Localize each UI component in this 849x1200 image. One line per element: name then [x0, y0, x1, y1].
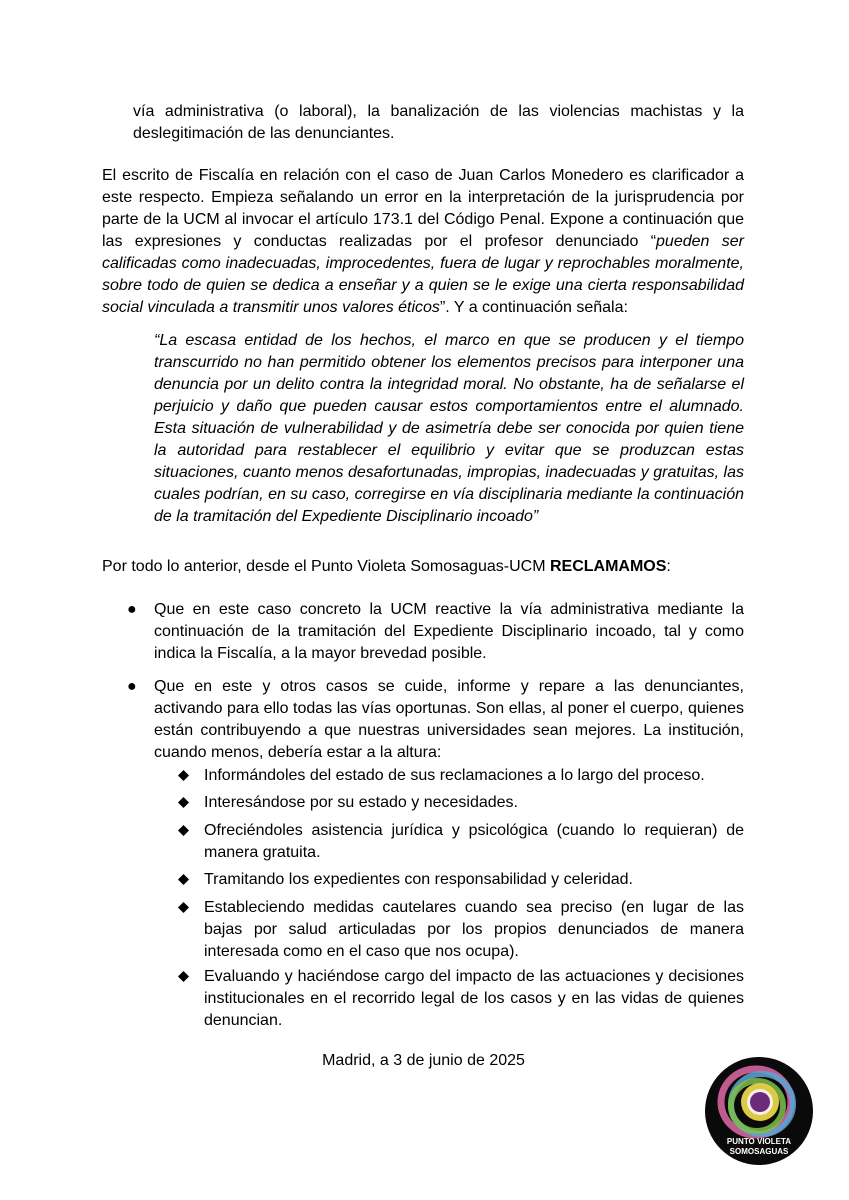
- fiscalia-outro: ”. Y a continuación señala:: [439, 299, 628, 316]
- reclamamos-heading: RECLAMAMOS: [549, 558, 667, 575]
- diamond-bullet-icon: [178, 825, 189, 836]
- sub-list-item: [204, 869, 744, 891]
- logo-text-line1: PUNTO VIOLETA: [726, 1137, 792, 1146]
- diamond-bullet-icon: [178, 770, 189, 781]
- date-text: Madrid, a 3 de junio de 2025: [322, 1052, 525, 1069]
- sub-list-item: [204, 820, 744, 864]
- reclamamos-intro: Por todo lo anterior, desde el Punto Violeta Somosaguas-UCM: [102, 558, 550, 575]
- continuation-paragraph: vía administrativa (o laboral), la banalización de las violencias machistas y la deslegitimación de las denunciantes.: [133, 103, 744, 142]
- bullet-dot-icon: ●: [127, 678, 137, 695]
- bullet-item: [127, 599, 744, 665]
- logo-text-line2: SOMOSAGUAS: [729, 1147, 789, 1156]
- fiscalia-citation: pueden ser calificadas como inadecuadas, improcedentes, fuera de lugar y reprochables moralmente, sobre todo de quien se dedica a enseñar y a quien se le exige una cierta responsabilidad social vinculada a transmitir unos valores éticos: [102, 233, 744, 316]
- reclamamos-colon: :: [666, 558, 671, 575]
- sub-list-text: Estableciendo medidas cautelares cuando sea preciso (en lugar de las bajas por salud articuladas por los propios denunciados de manera interesada como en el caso que nos ocupa).: [204, 899, 744, 960]
- reclamamos-paragraph: [102, 556, 744, 578]
- bullet-dot-icon: ●: [127, 601, 137, 618]
- sub-list-text: Informándoles del estado de sus reclamaciones a lo largo del proceso.: [204, 767, 705, 784]
- sub-list-item: [204, 966, 744, 1032]
- bullet-text: Que en este caso concreto la UCM reactive la vía administrativa mediante la continuación de la tramitación del Expediente Disciplinario incoado, tal y como indica la Fiscalía, a la mayor brevedad posible.: [154, 601, 744, 662]
- punto-violeta-logo: [704, 1056, 814, 1166]
- diamond-bullet-icon: [178, 971, 189, 982]
- sub-list-text: Interesándose por su estado y necesidades.: [204, 794, 518, 811]
- sub-list-item: [204, 765, 744, 787]
- fiscalia-intro: El escrito de Fiscalía en relación con el caso de Juan Carlos Monedero es clarificador a este respecto. Empieza señalando un error en la interpretación de la jurisprudencia por parte de la UCM al invocar el artículo 173.1 del Código Penal. Expone a continuación que las expresiones y conductas realizadas por el profesor denunciado “: [102, 167, 744, 250]
- sub-list-text: Ofreciéndoles asistencia jurídica y psicológica (cuando lo requieran) de manera gratuita.: [204, 822, 744, 861]
- sub-list-text: Evaluando y haciéndose cargo del impacto de las actuaciones y decisiones institucionales en el recorrido legal de los casos y en las vidas de quienes denuncian.: [204, 968, 744, 1029]
- sub-list-item: [204, 897, 744, 963]
- diamond-bullet-icon: [178, 874, 189, 885]
- bullet-item: [127, 676, 744, 764]
- sub-list-text: Tramitando los expedientes con responsabilidad y celeridad.: [204, 871, 633, 888]
- bullet-text: Que en este y otros casos se cuide, informe y repare a las denunciantes, activando para ello todas las vías oportunas. Son ellas, al poner el cuerpo, quienes están contribuyendo a que nuestras universidades sean mejores. La institución, cuando menos, debería estar a la altura:: [154, 678, 744, 761]
- diamond-bullet-icon: [178, 902, 189, 913]
- diamond-bullet-icon: [178, 797, 189, 808]
- fiscalia-paragraph: [102, 165, 744, 319]
- logo-violet-dot: [750, 1092, 770, 1112]
- sub-list-item: [204, 792, 744, 814]
- block-quote: “La escasa entidad de los hechos, el marco en que se producen y el tiempo transcurrido no han permitido obtener los elementos precisos para interponer una denuncia por un delito contra la integridad moral. No obstante, ha de señalarse el perjuicio y daño que pueden causar estos comportamientos entre el alumnado. Esta situación de vulnerabilidad y de asimetría debe ser conocida por quien tiene la autoridad para restablecer el equilibrio y evitar que se produzcan estas situaciones, cuanto menos desafortunadas, impropias, inadecuadas y gratuitas, las cuales podrían, en su caso, corregirse en vía disciplinaria mediante la continuación de la tramitación del Expediente Disciplinario incoado”: [154, 332, 744, 525]
